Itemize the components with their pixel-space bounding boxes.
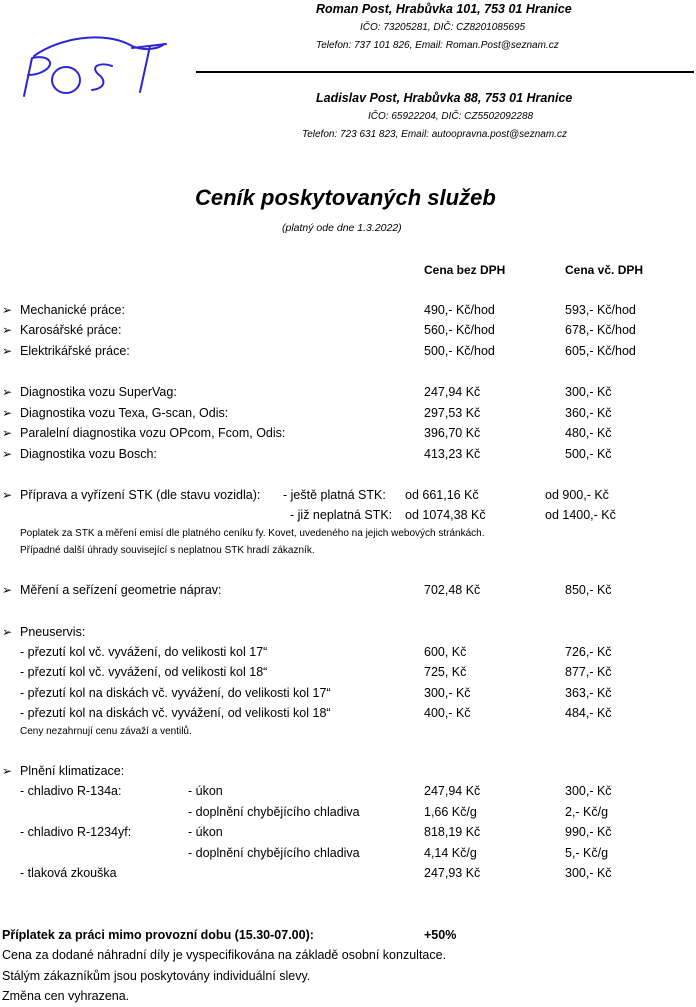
stk-valid-price-vat: od 900,- Kč	[545, 488, 609, 502]
footer-line: Cena za dodané náhradní díly je vyspecifikována na základě osobní konzultace.	[2, 948, 447, 962]
tyres-note: Ceny nezahrnují cenu závaží a ventilů.	[20, 726, 192, 737]
labor-label: Elektrikářské práce:	[20, 344, 130, 358]
ac-price-vat: 5,- Kč/g	[565, 846, 609, 860]
ac-price: 1,66 Kč/g	[424, 805, 477, 819]
diagnostics-label: Diagnostika vozu Bosch:	[20, 447, 157, 461]
bullet-arrow-icon: ➢	[2, 488, 13, 502]
diagnostics-price-vat: 300,- Kč	[565, 385, 612, 399]
tyres-item-label: - přezutí kol na diskách vč. vyvážení, do velikosti kol 17“	[20, 686, 331, 700]
labor-price: 500,- Kč/hod	[424, 344, 495, 358]
diagnostics-label: Paralelní diagnostika vozu OPcom, Fcom, Odis:	[20, 426, 286, 440]
ac-price-vat: 300,- Kč	[565, 866, 612, 880]
ac-price: 247,93 Kč	[424, 866, 481, 880]
column-price-without-vat: Cena bez DPH	[424, 263, 506, 277]
diagnostics-price-vat: 360,- Kč	[565, 406, 612, 420]
bullet-arrow-icon: ➢	[2, 447, 13, 461]
tyres-item-price-vat: 877,- Kč	[565, 665, 612, 679]
diagnostics-price: 247,94 Kč	[424, 385, 481, 399]
ac-price: 247,94 Kč	[424, 784, 481, 798]
tyres-item-price-vat: 363,- Kč	[565, 686, 612, 700]
company-logo	[14, 30, 174, 106]
stk-invalid-price-vat: od 1400,- Kč	[545, 508, 616, 522]
labor-price-vat: 605,- Kč/hod	[565, 344, 636, 358]
geometry-label: Měření a seřízení geometrie náprav:	[20, 583, 222, 597]
labor-price: 490,- Kč/hod	[424, 303, 495, 317]
bullet-arrow-icon: ➢	[2, 344, 13, 358]
ac-price-vat: 990,- Kč	[565, 825, 612, 839]
diagnostics-price-vat: 500,- Kč	[565, 447, 612, 461]
stk-invalid-label: - již neplatná STK:	[290, 508, 393, 522]
tyres-item-price-vat: 484,- Kč	[565, 706, 612, 720]
stk-note: Poplatek za STK a měření emisí dle platného ceníku fy. Kovet, uvedeného na jejich webových stránkách.	[20, 528, 485, 539]
ac-label: Plnění klimatizace:	[20, 764, 125, 778]
diagnostics-price: 396,70 Kč	[424, 426, 481, 440]
ac-sub-label: - doplnění chybějícího chladiva	[188, 846, 360, 860]
ac-r134a-label: - chladivo R-134a:	[20, 784, 122, 798]
valid-from: (platný ode dne 1.3.2022)	[282, 222, 402, 234]
stk-note: Případné další úhrady související s neplatnou STK hradí zákazník.	[20, 545, 315, 556]
tyres-item-price: 725, Kč	[424, 665, 467, 679]
ac-sub-label: - úkon	[188, 784, 223, 798]
ac-sub-label: - doplnění chybějícího chladiva	[188, 805, 360, 819]
labor-price-vat: 593,- Kč/hod	[565, 303, 636, 317]
labor-label: Mechanické práce:	[20, 303, 125, 317]
stk-label: Příprava a vyřízení STK (dle stavu vozidla):	[20, 488, 261, 502]
bullet-arrow-icon: ➢	[2, 426, 13, 440]
labor-price-vat: 678,- Kč/hod	[565, 323, 636, 337]
stk-valid-price: od 661,16 Kč	[405, 488, 479, 502]
geometry-price-vat: 850,- Kč	[565, 583, 612, 597]
tyres-label: Pneuservis:	[20, 625, 86, 639]
bullet-arrow-icon: ➢	[2, 323, 13, 337]
tyres-item-price: 300,- Kč	[424, 686, 471, 700]
bullet-arrow-icon: ➢	[2, 385, 13, 399]
footer-line: Stálým zákazníkům jsou poskytovány individuální slevy.	[2, 969, 311, 983]
diagnostics-price-vat: 480,- Kč	[565, 426, 612, 440]
bullet-arrow-icon: ➢	[2, 583, 13, 597]
company1-contact: Telefon: 737 101 826, Email: Roman.Post@seznam.cz	[316, 40, 559, 51]
geometry-price: 702,48 Kč	[424, 583, 481, 597]
header-divider	[196, 71, 694, 73]
footer-line: Změna cen vyhrazena.	[2, 989, 130, 1003]
diagnostics-price: 297,53 Kč	[424, 406, 481, 420]
tyres-item-price: 600, Kč	[424, 645, 467, 659]
diagnostics-label: Diagnostika vozu Texa, G-scan, Odis:	[20, 406, 229, 420]
ac-price: 4,14 Kč/g	[424, 846, 477, 860]
tyres-item-price: 400,- Kč	[424, 706, 471, 720]
ac-sub-label: - úkon	[188, 825, 223, 839]
surcharge-value: +50%	[424, 928, 457, 942]
ac-pressure-test-label: - tlaková zkouška	[20, 866, 117, 880]
company2-name: Ladislav Post, Hrabůvka 88, 753 01 Hranice	[316, 91, 573, 105]
company1-name: Roman Post, Hrabůvka 101, 753 01 Hranice	[316, 2, 572, 16]
bullet-arrow-icon: ➢	[2, 764, 13, 778]
labor-label: Karosářské práce:	[20, 323, 122, 337]
company1-ids: IČO: 73205281, DIČ: CZ8201085695	[360, 22, 526, 33]
column-price-with-vat: Cena vč. DPH	[565, 263, 644, 277]
company2-ids: IČO: 65922204, DIČ: CZ5502092288	[368, 111, 534, 122]
ac-price-vat: 2,- Kč/g	[565, 805, 609, 819]
diagnostics-label: Diagnostika vozu SuperVag:	[20, 385, 177, 399]
stk-invalid-price: od 1074,38 Kč	[405, 508, 486, 522]
diagnostics-price: 413,23 Kč	[424, 447, 481, 461]
page-title: Ceník poskytovaných služeb	[195, 185, 496, 210]
tyres-item-label: - přezutí kol vč. vyvážení, do velikosti kol 17“	[20, 645, 268, 659]
stk-valid-label: - ještě platná STK:	[283, 488, 386, 502]
tyres-item-label: - přezutí kol vč. vyvážení, od velikosti kol 18“	[20, 665, 268, 679]
tyres-item-price-vat: 726,- Kč	[565, 645, 612, 659]
ac-price-vat: 300,- Kč	[565, 784, 612, 798]
labor-price: 560,- Kč/hod	[424, 323, 495, 337]
ac-r1234yf-label: - chladivo R-1234yf:	[20, 825, 132, 839]
car-logo-icon	[14, 30, 174, 106]
company2-contact: Telefon: 723 631 823, Email: autoopravna.post@seznam.cz	[302, 129, 567, 140]
ac-price: 818,19 Kč	[424, 825, 481, 839]
bullet-arrow-icon: ➢	[2, 406, 13, 420]
bullet-arrow-icon: ➢	[2, 303, 13, 317]
bullet-arrow-icon: ➢	[2, 625, 13, 639]
tyres-item-label: - přezutí kol na diskách vč. vyvážení, od velikosti kol 18“	[20, 706, 331, 720]
surcharge-label: Příplatek za práci mimo provozní dobu (15.30-07.00):	[2, 928, 314, 942]
